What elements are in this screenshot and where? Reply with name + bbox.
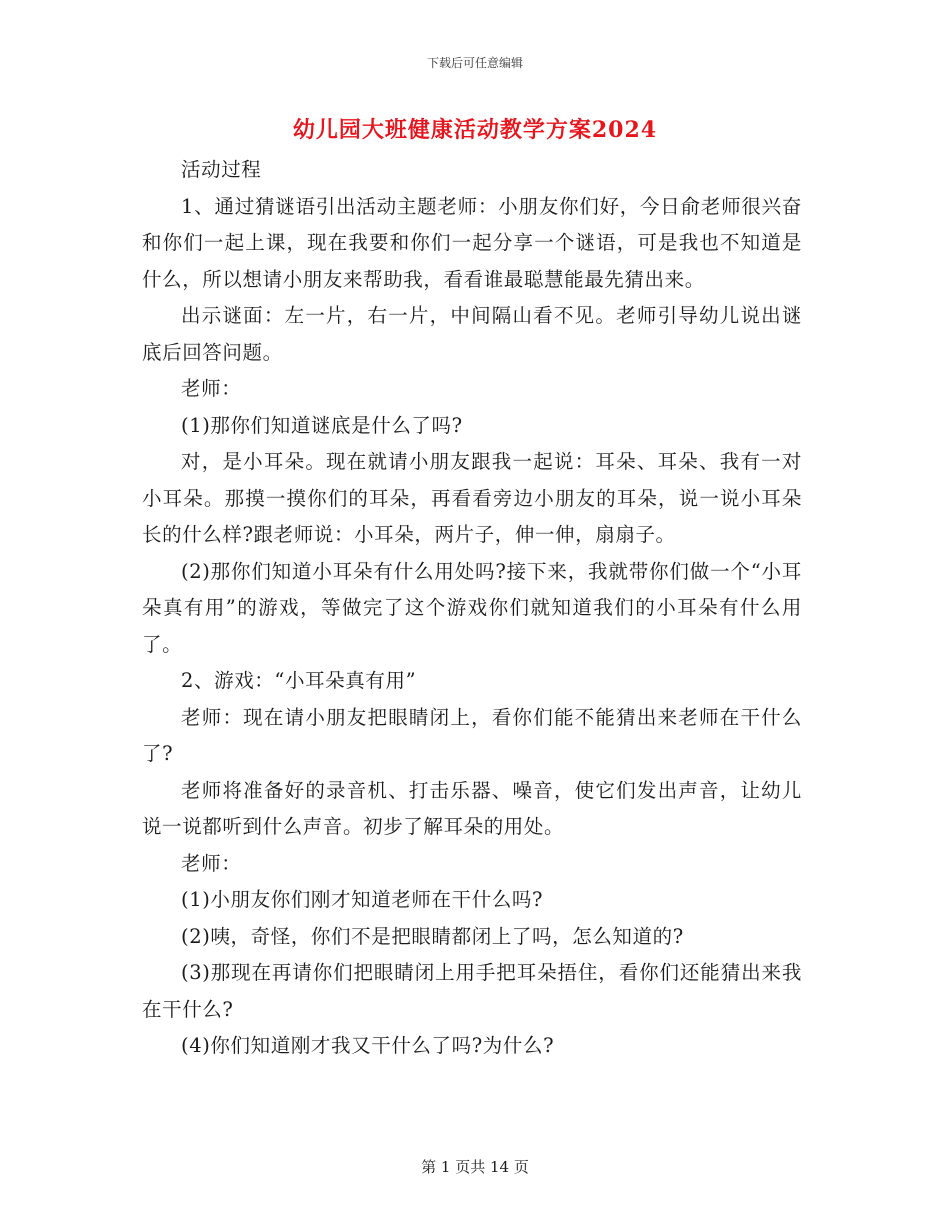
page-number-footer: 第 1 页共 14 页 — [421, 1158, 529, 1176]
paragraph-activity-process: 活动过程 — [181, 158, 262, 181]
paragraph-ear-answer: 对，是小耳朵。现在就请小朋友跟我一起说：耳朵、耳朵、我有一对小耳朵。那摸一摸你们的耳朵，再看看旁边小朋友的耳朵，说一说小耳朵长的什么样?跟老师说：小耳朵，两片子，伸一伸，扇扇子。 — [142, 450, 802, 546]
document-title: 幼儿园大班健康活动教学方案2024 — [292, 117, 658, 143]
document-body — [142, 152, 802, 1065]
paragraph-q3-cover-ears: (3)那现在再请你们把眼睛闭上用手把耳朵捂住，看你们还能猜出来我在干什么? — [142, 961, 802, 1021]
paragraph-question-1: (1)那你们知道谜底是什么了吗? — [181, 413, 463, 437]
header-note: 下载后可任意编辑 — [426, 56, 523, 70]
paragraph-step-2-game: 2、游戏：“小耳朵真有用” — [181, 669, 417, 692]
paragraph-teacher-label-2: 老师： — [181, 851, 242, 875]
paragraph-riddle-face: 出示谜面：左一片，右一片，中间隔山看不见。老师引导幼儿说出谜底后回答问题。 — [142, 304, 802, 364]
paragraph-q2-strange: (2)咦，奇怪，你们不是把眼睛都闭上了吗，怎么知道的? — [181, 924, 684, 948]
paragraph-q1-know-what: (1)小朋友你们刚才知道老师在干什么吗? — [181, 888, 544, 911]
paragraph-step-1-riddle-intro: 1、通过猜谜语引出活动主题老师：小朋友你们好，今日俞老师很兴奋和你们一起上课，现在我要和你们一起分享一个谜语，可是我也不知道是什么，所以想请小朋友来帮助我，看看谁最聪慧能最先猜出来。 — [142, 194, 802, 291]
paragraph-question-2: (2)那你们知道小耳朵有什么用处吗?接下来，我就带你们做一个“小耳朵真有用”的游戏，等做完了这个游戏你们就知道我们的小耳朵有什么用了。 — [142, 559, 802, 656]
paragraph-teacher-close-eyes: 老师：现在请小朋友把眼睛闭上，看你们能不能猜出来老师在干什么了? — [142, 705, 802, 765]
paragraph-q4-why: (4)你们知道刚才我又干什么了吗?为什么? — [181, 1034, 555, 1057]
paragraph-teacher-label: 老师： — [181, 377, 242, 400]
paragraph-sound-activity: 老师将准备好的录音机、打击乐器、噪音，使它们发出声音，让幼儿说一说都听到什么声音。初步了解耳朵的用处。 — [142, 778, 802, 838]
